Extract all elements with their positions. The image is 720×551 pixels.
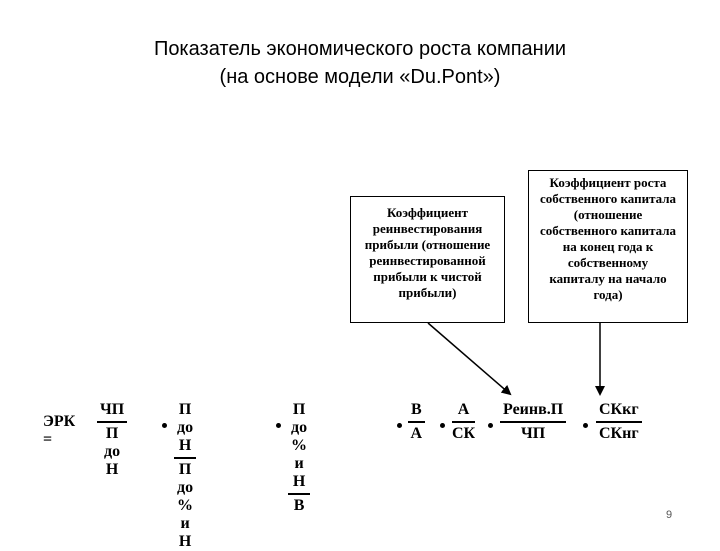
- multiply-dot: [488, 423, 493, 428]
- box-line: собственного капитала: [539, 191, 677, 206]
- multiply-dot: [162, 423, 167, 428]
- box-line: (отношение: [573, 207, 643, 222]
- fraction-tax-burden: [174, 401, 196, 551]
- page-number: 9: [666, 509, 673, 521]
- title-line-1: Показатель экономического роста компании: [153, 38, 567, 60]
- multiply-dot: [276, 423, 281, 428]
- fraction-financial-leverage: [452, 401, 475, 443]
- title-line-2: (на основе модели «Du.Pont»): [219, 66, 501, 88]
- box-line: Коэффициент: [386, 205, 469, 220]
- fraction-denominator: СК: [452, 425, 476, 442]
- box-line: реинвестированной: [369, 253, 486, 268]
- box-line: собственному: [567, 255, 649, 270]
- fraction-denominator: В: [293, 497, 305, 514]
- fraction-reinvestment-ratio: [500, 401, 566, 443]
- fraction-numerator: П до Н: [174, 401, 196, 459]
- box-line: капиталу на начало: [549, 271, 667, 286]
- box-line: прибыли к чистой: [373, 269, 482, 284]
- fraction-equity-growth: [596, 401, 642, 443]
- fraction-numerator: ЧП: [97, 401, 127, 423]
- box-line: реинвестирования: [372, 221, 483, 236]
- formula-lhs: ЭРК =: [43, 413, 76, 448]
- fraction-denominator: ЧП: [521, 425, 546, 442]
- box-line: года): [593, 287, 623, 302]
- fraction-numerator: А: [452, 401, 475, 423]
- fraction-numerator: П до % и Н: [288, 401, 310, 495]
- box-line: на конец года к: [562, 239, 654, 254]
- multiply-dot: [397, 423, 402, 428]
- fraction-denominator: А: [410, 425, 423, 442]
- fraction-operating-margin: [288, 401, 310, 515]
- fraction-net-profit-ratio: [97, 401, 127, 479]
- fraction-denominator: П до Н: [104, 425, 121, 478]
- fraction-numerator: В: [408, 401, 425, 423]
- box-line: прибыли): [398, 285, 457, 300]
- box-line: прибыли (отношение: [364, 237, 491, 252]
- fraction-numerator: Реинв.П: [500, 401, 566, 423]
- multiply-dot: [583, 423, 588, 428]
- multiply-dot: [440, 423, 445, 428]
- fraction-asset-turnover: [408, 401, 425, 443]
- fraction-denominator: СКнг: [599, 425, 639, 442]
- fraction-denominator: П до % и Н: [177, 461, 194, 550]
- box-line: Коэффициент роста: [549, 175, 667, 190]
- box-line: собственного капитала: [539, 223, 677, 238]
- arrow-to-reinvestment-term: [428, 323, 510, 394]
- fraction-numerator: СКкг: [596, 401, 642, 423]
